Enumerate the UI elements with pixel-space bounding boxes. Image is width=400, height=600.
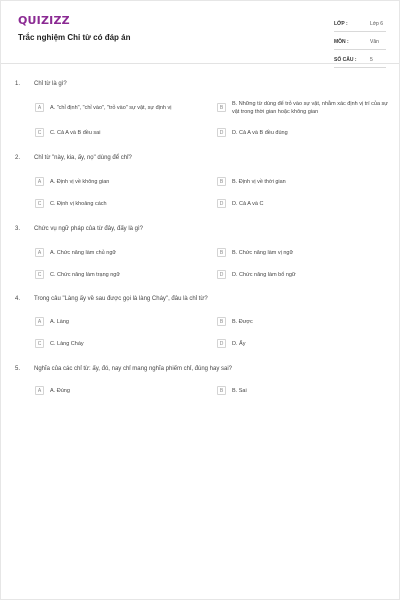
option-text: A. Đúng <box>50 388 70 394</box>
option-letter-box: C <box>35 199 44 208</box>
meta-label: LỚP : <box>334 20 348 27</box>
option-text: C. Làng Cháy <box>50 341 84 347</box>
question-text: Chức vụ ngữ pháp của từ đây, đấy là gì? <box>34 226 144 232</box>
option-text: C. Định vị khoảng cách <box>50 201 107 207</box>
option-letter-box: D <box>217 339 226 348</box>
option-text: B. Chức năng làm vị ngữ <box>232 250 294 256</box>
option-text: B. Định vị về thời gian <box>232 179 286 185</box>
quizizz-logo: QUIZIZZ <box>18 14 70 27</box>
option-text: A. Làng <box>50 319 69 325</box>
option-letter-box: B <box>217 103 226 112</box>
option-text: D. Ấy <box>232 341 246 347</box>
question-stem <box>15 81 67 87</box>
meta-value: Văn <box>370 38 379 45</box>
question-number: 3. <box>15 226 21 232</box>
option-letter-box: A <box>35 177 44 186</box>
meta-label: SỐ CÂU : <box>334 56 357 63</box>
question-number: 4. <box>15 296 21 302</box>
option-letter-box: D <box>217 128 226 137</box>
option-letter-box: D <box>217 270 226 279</box>
option-letter-box: B <box>217 386 226 395</box>
option-letter-box: A <box>35 248 44 257</box>
question-number: 5. <box>15 366 21 372</box>
question-stem <box>15 366 232 372</box>
question-stem <box>15 155 132 161</box>
question-number: 2. <box>15 155 21 161</box>
meta-row-class <box>334 16 386 32</box>
option-letter-box: A <box>35 103 44 112</box>
meta-value: 5 <box>370 56 373 63</box>
option-letter-box: B <box>217 177 226 186</box>
meta-label: MÔN : <box>334 38 349 45</box>
option-letter-box: C <box>35 128 44 137</box>
option-text: B. Sai <box>232 388 247 394</box>
option-letter-box: A <box>35 317 44 326</box>
question-stem <box>15 296 208 302</box>
question-text: Nghĩa của các chỉ từ: ấy, đó, nay chỉ mang nghĩa phiếm chỉ, đúng hay sai? <box>34 366 233 372</box>
meta-row-count <box>334 52 386 68</box>
option-text: A. Chức năng làm chủ ngữ <box>50 250 117 256</box>
option-text: D. Chức năng làm bổ ngữ <box>232 272 296 278</box>
option-letter-box: C <box>35 270 44 279</box>
question-text: Chỉ từ "này, kia, ấy, nọ" dùng để chỉ? <box>34 155 132 161</box>
question-text: Chỉ từ là gì? <box>34 81 67 87</box>
worksheet-title: Trắc nghiệm Chỉ từ có đáp án <box>18 33 131 42</box>
option-text: A. "chỉ định", "chỉ vào", "trỏ vào" sự vật, sự định vị <box>50 105 172 111</box>
option-text: D. Cả A và C <box>232 201 264 207</box>
option-text: B. Được <box>232 319 253 325</box>
question-number: 1. <box>15 81 21 87</box>
question-text: Trong câu "Làng ấy về sau được gọi là làng Cháy", đâu là chỉ từ? <box>34 296 208 302</box>
option-text: C. Cả A và B đều sai <box>50 130 101 136</box>
option-letter-box: B <box>217 248 226 257</box>
option-text: D. Cả A và B đều đúng <box>232 130 288 136</box>
meta-row-subject <box>334 34 386 50</box>
worksheet-meta <box>334 16 386 68</box>
question-stem <box>15 226 143 232</box>
option-text: C. Chức năng làm trạng ngữ <box>50 272 121 278</box>
option-text: B. Những từ dùng để trỏ vào sự vật, nhằm xác định vị trí của sự vật trong thời gian hoặc không gian <box>232 101 388 115</box>
option-text: A. Định vị về không gian <box>50 179 110 185</box>
worksheet-header <box>1 1 399 64</box>
option-letter-box: D <box>217 199 226 208</box>
option-letter-box: A <box>35 386 44 395</box>
option-letter-box: B <box>217 317 226 326</box>
meta-value: Lớp 6 <box>370 20 384 27</box>
option-letter-box: C <box>35 339 44 348</box>
